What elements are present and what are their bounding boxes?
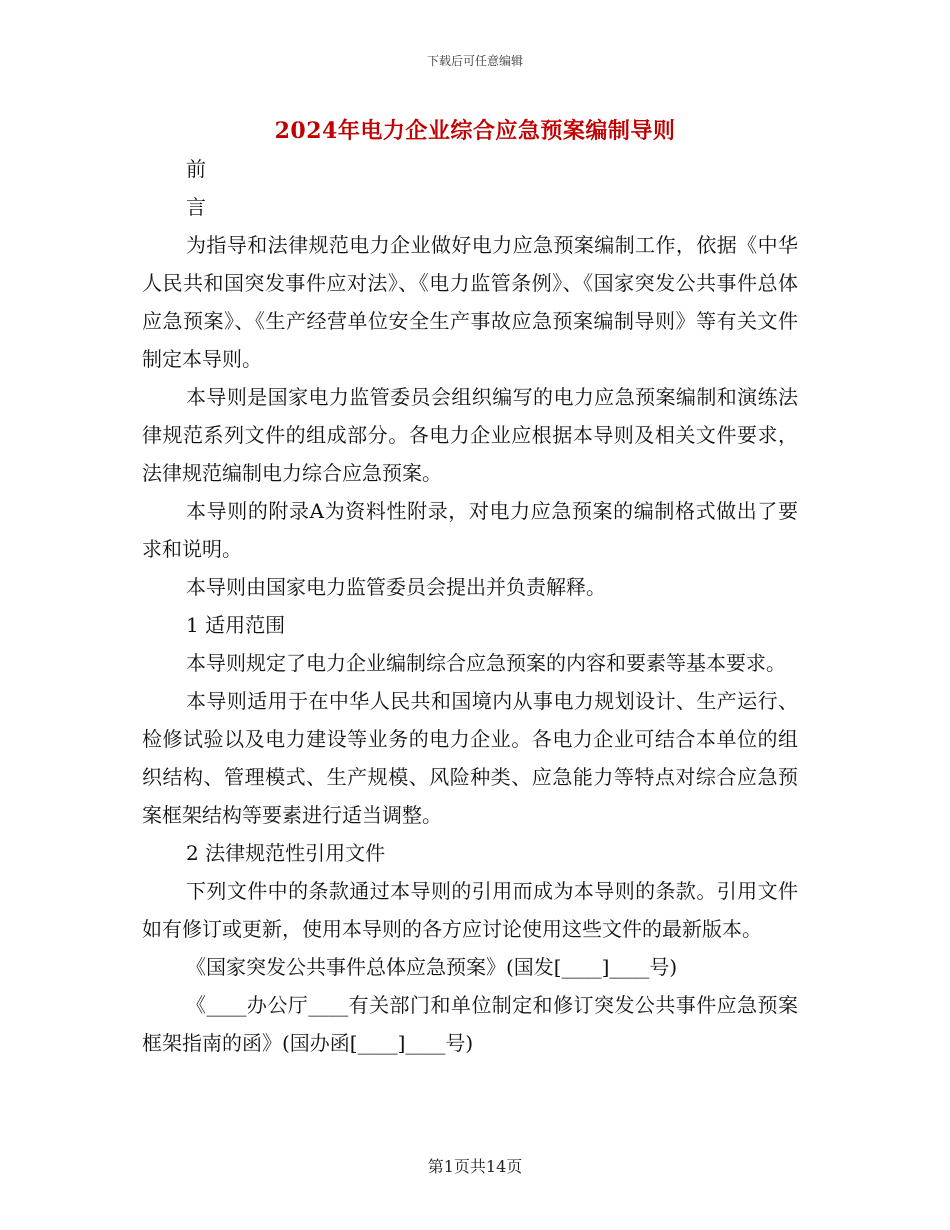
paragraph-preface-2: 言	[186, 195, 206, 219]
section-heading-references: 2 法律规范性引用文件	[186, 841, 386, 865]
section-heading-scope: 1 适用范围	[186, 613, 286, 637]
paragraph-references-intro: 下列文件中的条款通过本导则的引用而成为本导则的条款。引用文件如有修订或更新，使用本导则的各方应讨论使用这些文件的最新版本。	[142, 879, 798, 941]
paragraph-appendix: 本导则的附录A为资料性附录，对电力应急预案的编制格式做出了要求和说明。	[142, 499, 798, 561]
paragraph-scope-1: 本导则规定了电力企业编制综合应急预案的内容和要素等基本要求。	[186, 651, 786, 675]
paragraph-basis: 为指导和法律规范电力企业做好电力应急预案编制工作，依据《中华人民共和国突发事件应对法》、《电力监管条例》、《国家突发公共事件总体应急预案》、《生产经营单位安全生产事故应急预案编制导则》等有关文件制定本导则。	[142, 233, 798, 371]
paragraph-scope-2: 本导则适用于在中华人民共和国境内从事电力规划设计、生产运行、检修试验以及电力建设等业务的电力企业。各电力企业可结合本单位的组织结构、管理模式、生产规模、风险种类、应急能力等特点对综合应急预案框架结构等要素进行适当调整。	[142, 689, 798, 827]
paragraph-preface-1: 前	[186, 157, 206, 181]
reference-item-2: 《____办公厅____有关部门和单位制定和修订突发公共事件应急预案框架指南的函》(国办函[____]____号)	[142, 993, 798, 1055]
reference-item-1: 《国家突发公共事件总体应急预案》(国发[____]____号)	[186, 955, 678, 979]
document-body	[142, 150, 798, 1062]
paragraph-composition: 本导则是国家电力监管委员会组织编写的电力应急预案编制和演练法律规范系列文件的组成部分。各电力企业应根据本导则及相关文件要求，法律规范编制电力综合应急预案。	[142, 385, 798, 485]
document-title: 2024年电力企业综合应急预案编制导则	[274, 118, 676, 144]
page-number: 第1页共14页	[427, 1157, 523, 1176]
paragraph-interpretation: 本导则由国家电力监管委员会提出并负责解释。	[186, 575, 606, 599]
page-header: 下载后可任意编辑	[426, 54, 523, 68]
